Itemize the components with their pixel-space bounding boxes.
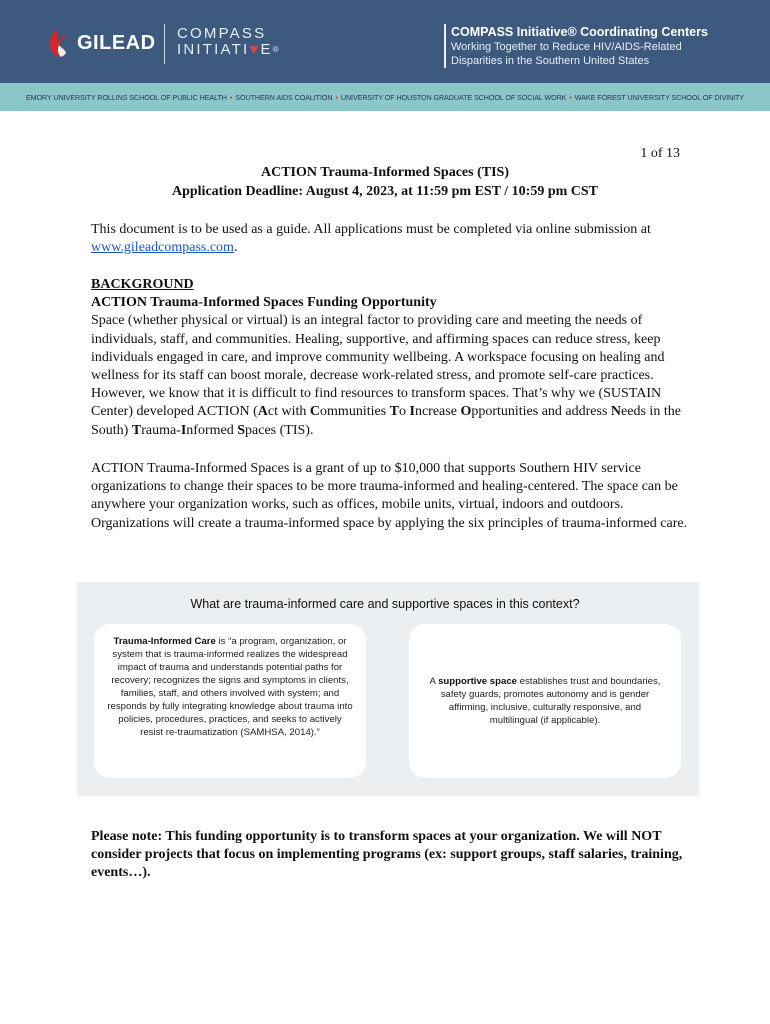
compass-initiative-logo — [177, 26, 279, 58]
partner-item: WAKE FOREST UNIVERSITY SCHOOL OF DIVINITY — [574, 93, 745, 102]
background-paragraph: Space (whether physical or virtual) is an integral factor to providing care and meeting the needs of individuals, staff, and communities. Healing, supportive, and affirming spaces can reduce stress, keep individuals engaged in care, and improve community wellbeing. A workspace focusing on healing and wellness for its staff can boost morale, decrease work-related stress, and promote self-care practices. However, we know that it is difficult to find resources to transform spaces. That’s why we (SUSTAIN Center) developed ACTION (Act with Communities To Increase Opportunities and address Needs in the South) Trauma-Informed Spaces (TIS). — [91, 313, 681, 438]
gilead-flame-icon — [47, 28, 69, 58]
website-link[interactable]: www.gileadcompass.com — [91, 240, 234, 256]
infographic-title: What are trauma-informed care and supportive spaces in this context? — [190, 597, 580, 611]
coordinating-centers-subtitle-1: Working Together to Reduce HIV/AIDS-Related — [451, 41, 682, 53]
intro-paragraph: This document is to be used as a guide. All applications must be completed via online submission at www.gileadcompass.com. — [91, 222, 651, 256]
document-title: ACTION Trauma-Informed Spaces (TIS) — [261, 165, 509, 180]
background-heading: BACKGROUND — [91, 277, 194, 292]
trauma-informed-care-card — [94, 624, 366, 778]
funding-subheading: ACTION Trauma-Informed Spaces Funding Opportunity — [91, 295, 437, 311]
card-definition: establishes trust and boundaries, safety guards, promotes autonomy and is gender affirming, inclusive, culturally responsive, and multilingual (if applicable). — [440, 676, 661, 726]
background-section — [91, 276, 691, 440]
card-term: supportive space — [438, 676, 517, 687]
partner-item: EMORY UNIVERSITY ROLLINS SCHOOL OF PUBLIC HEALTH — [25, 93, 227, 102]
heart-icon: ♥ — [249, 41, 261, 58]
partner-item: UNIVERSITY OF HOUSTON GRADUATE SCHOOL OF SOCIAL WORK — [340, 93, 567, 102]
coordinating-centers-block — [451, 24, 708, 68]
application-deadline: Application Deadline: August 4, 2023, at 11:59 pm EST / 10:59 pm CST — [171, 184, 599, 199]
gilead-wordmark: GILEAD — [77, 31, 156, 54]
partner-list: EMORY UNIVERSITY ROLLINS SCHOOL OF PUBLIC HEALTH • SOUTHERN AIDS COALITION • UNIVERSITY OF HOUSTON GRADUATE SCHOOL OF SOCIAL WORK • WAKE FOREST UNIVERSITY SCHOOL OF DIVINITY — [25, 93, 745, 102]
gilead-logo — [47, 28, 156, 58]
please-note: Please note: This funding opportunity is to transform spaces at your organization. We will NOT consider projects that focus on implementing programs (ex: support groups, staff salaries, training, events…). — [91, 829, 683, 881]
logo-divider — [164, 24, 165, 64]
card-term: Trauma-Informed Care — [113, 636, 216, 647]
card-definition: is “a program, organization, or system that is trauma-informed realizes the widespread impact of trauma and understands potential paths for recovery; recognizes the signs and symptoms in clients, families, staff, and others involved with system; and responds by fully integrating knowledge about trauma into policies, procedures, practices, and seeks to actively resist re-traumatization (SAMHSA, 2014).” — [107, 636, 353, 738]
coordinating-centers-subtitle-2: Disparities in the Southern United States — [451, 55, 650, 67]
compass-logo-line2: INITIATI♥E® — [177, 41, 279, 58]
header-divider — [444, 24, 446, 68]
page-number: 1 of 13 — [640, 146, 680, 161]
coordinating-centers-title: COMPASS Initiative® Coordinating Centers — [451, 25, 708, 39]
supportive-space-card: A supportive space establishes trust and boundaries, safety guards, promotes autonomy and is gender affirming, inclusive, culturally responsive, and multilingual (if applicable). — [409, 624, 681, 778]
partner-item: SOUTHERN AIDS COALITION — [235, 93, 333, 102]
grant-paragraph: ACTION Trauma-Informed Spaces is a grant of up to $10,000 that supports Southern HIV service organizations to change their spaces to be more trauma-informed and healing-centered. The space can be anywhere your organization works, such as offices, mobile units, virtual, indoors and outdoors. Organizations will create a trauma-informed space by applying the six principles of trauma-informed care. — [91, 461, 688, 531]
compass-logo-line1: COMPASS — [177, 25, 267, 42]
